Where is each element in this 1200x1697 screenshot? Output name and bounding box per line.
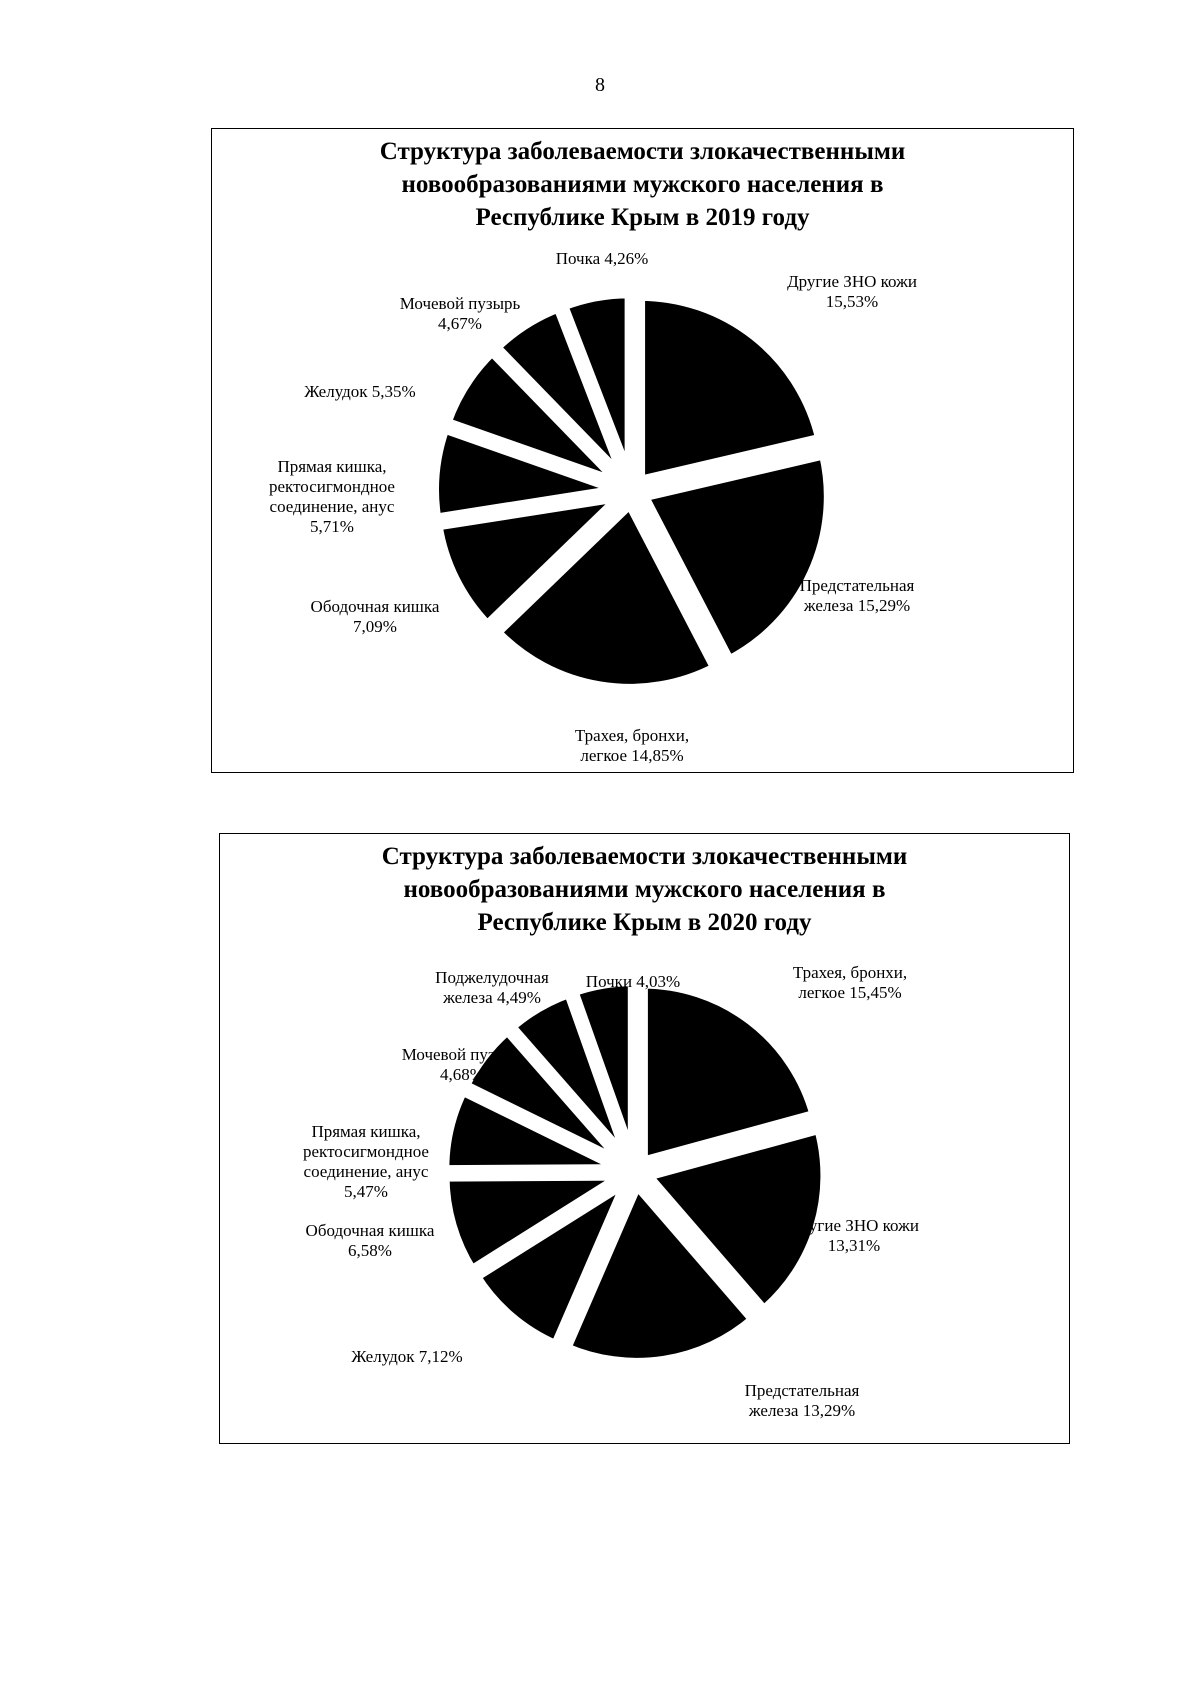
slice-label: Почки 4,03% xyxy=(585,972,681,991)
slice-label: Прямая кишка, ректосигмондное соединение, анус 5,71% xyxy=(269,457,395,536)
slice-label: Поджелудочная железа 4,49% xyxy=(435,968,549,1007)
pie-slice xyxy=(640,296,820,481)
slice-label: Желудок 7,12% xyxy=(351,1347,463,1366)
slice-label: Предстательная железа 13,29% xyxy=(744,1381,860,1420)
chart-title-line: Республике Крым в 2019 году xyxy=(475,204,810,231)
slice-label: Ободочная кишка 7,09% xyxy=(310,597,440,636)
pie-svg xyxy=(220,834,1068,1442)
chart-title-line: Структура заболеваемости злокачественными xyxy=(379,138,906,165)
pie-chart-2020 xyxy=(219,833,1070,1444)
chart-title-line: новообразованиями мужского населения в xyxy=(403,876,886,903)
chart-title-line: Структура заболеваемости злокачественными xyxy=(381,843,908,870)
chart-title-line: новообразованиями мужского населения в xyxy=(401,171,884,198)
pie-svg xyxy=(212,129,1072,771)
slice-label: Почка 4,26% xyxy=(555,249,649,268)
slice-label: Мочевой пузырь 4,67% xyxy=(399,294,521,333)
chart-title-line: Республике Крым в 2020 году xyxy=(477,909,812,936)
slice-label: Ободочная кишка 6,58% xyxy=(305,1221,435,1260)
slice-label: Мочевой пузырь 4,68% xyxy=(401,1045,523,1084)
slice-label: Прямая кишка, ректосигмондное соединение, анус 5,47% xyxy=(303,1122,429,1201)
slice-label: Желудок 5,35% xyxy=(304,382,416,401)
slice-label: Предстательная железа 15,29% xyxy=(799,576,915,615)
page-number: 8 xyxy=(595,74,605,96)
slice-label: Другие ЗНО кожи 13,31% xyxy=(789,1216,919,1255)
slice-label: Трахея, бронхи, легкое 14,85% xyxy=(574,726,690,765)
slice-label: Трахея, бронхи, легкое 15,45% xyxy=(792,963,908,1002)
pie-chart-2019 xyxy=(211,128,1074,773)
slice-label: Другие ЗНО кожи 15,53% xyxy=(787,272,917,311)
